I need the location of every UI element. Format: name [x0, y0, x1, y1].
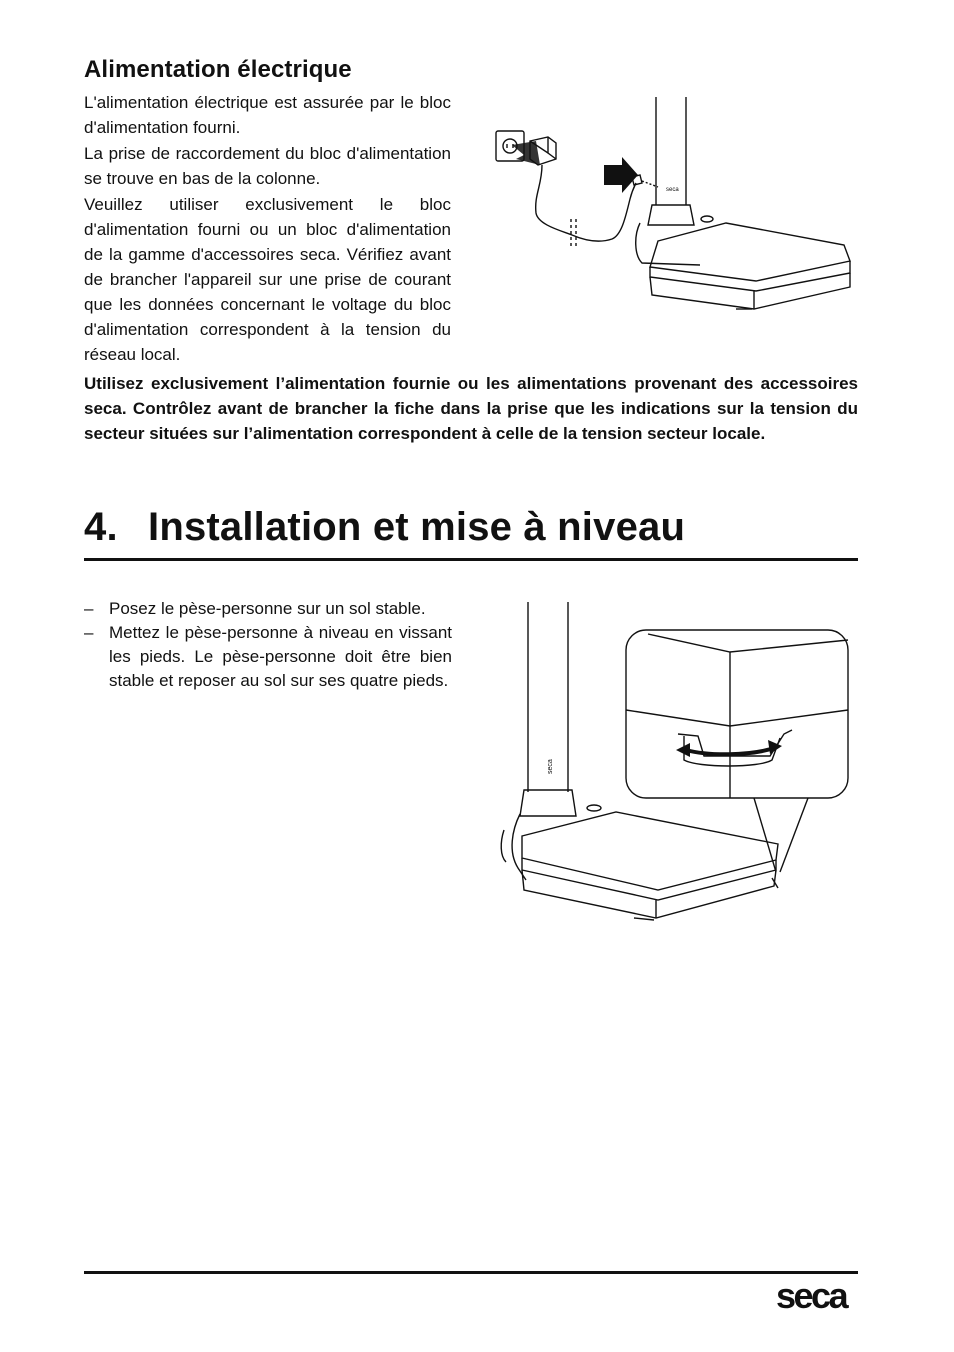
column-brand-label: seca [547, 759, 554, 774]
footer-rule [84, 1271, 858, 1274]
chapter-title: Installation et mise à niveau [148, 505, 686, 549]
chapter-number: 4. [84, 505, 118, 549]
seca-logo: seca [776, 1275, 847, 1316]
install-steps [84, 597, 452, 693]
leveling-illustration [498, 600, 854, 926]
chapter-rule [84, 558, 858, 561]
chapter-heading [84, 505, 685, 550]
list-item: – Posez le pèse-personne sur un sol stable. [84, 599, 426, 618]
list-item: – Mettez le pèse-personne à niveau en vissant les pieds. Le pèse-personne doit être bien stable et reposer au sol sur ses quatre pieds. [84, 623, 452, 690]
power-paragraph-3: Veuillez utiliser exclusivement le bloc d'alimentation fourni ou un bloc d'alimentation de la gamme d'accessoires seca. Vérifiez avant de brancher l'appareil sur une prise de courant que les données concernant le voltage du bloc d'alimentation correspondent à la tension du réseau local. [84, 195, 451, 364]
power-paragraph-1: L'alimentation électrique est assurée par le bloc d'alimentation fourni. [84, 93, 451, 137]
step-text: Posez le pèse-personne sur un sol stable. [109, 599, 426, 618]
power-supply-illustration [490, 95, 860, 315]
step-text: Mettez le pèse-personne à niveau en vissant les pieds. Le pèse-personne doit être bien stable et reposer au sol sur ses quatre pieds. [109, 623, 452, 690]
section-heading-power: Alimentation électrique [84, 56, 352, 83]
power-paragraph-2: La prise de raccordement du bloc d'alimentation se trouve en bas de la colonne. [84, 144, 451, 188]
column-brand-label: seca [666, 187, 679, 193]
power-warning: Utilisez exclusivement l’alimentation fournie ou les alimentations provenant des accessoires seca. Contrôlez avant de brancher la fiche dans la prise que les indications sur la tension du secteur situées sur l’alimentation correspondent à celle de la tension secteur locale. [84, 374, 858, 443]
